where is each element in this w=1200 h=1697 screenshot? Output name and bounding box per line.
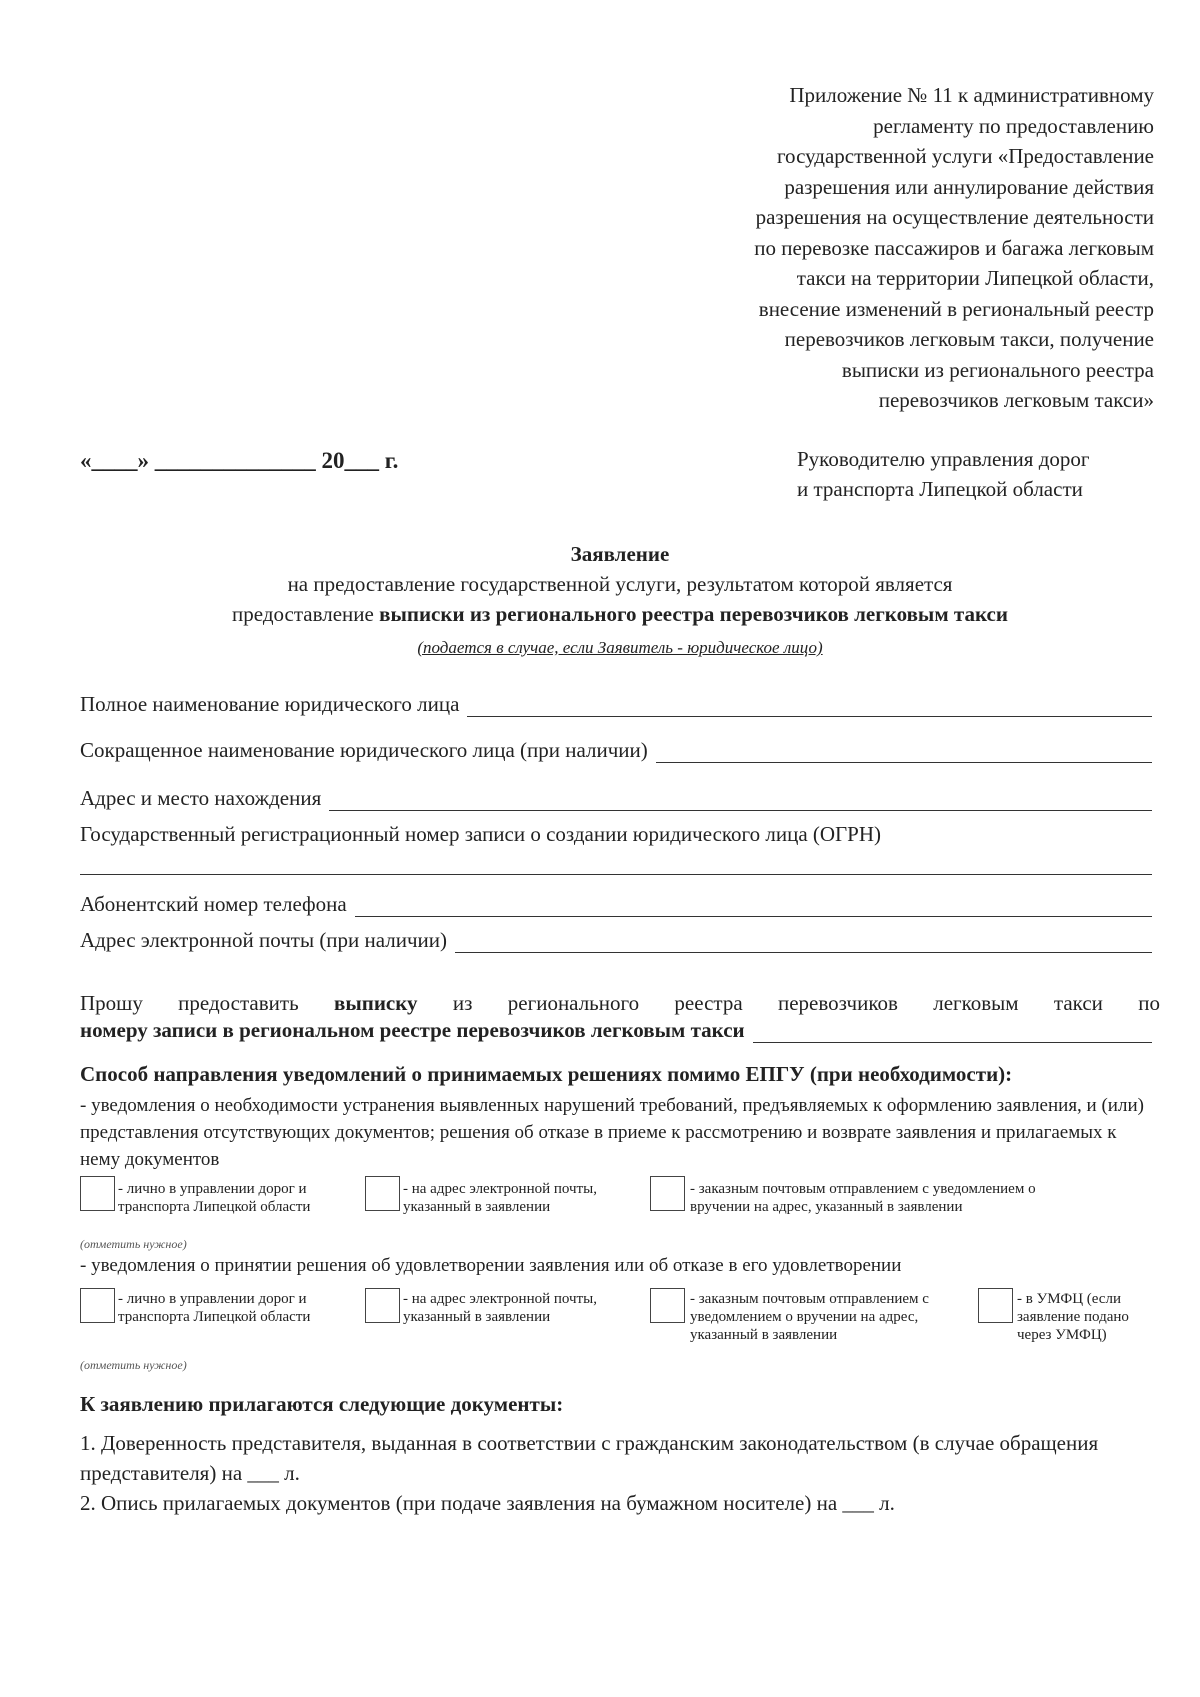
option-label	[118, 1180, 310, 1216]
phone-field[interactable]	[80, 892, 1152, 917]
option-label	[403, 1180, 597, 1216]
option-label	[690, 1180, 1036, 1216]
appendix-line: внесение изменений в региональный реестр	[758, 296, 1154, 321]
option-line: вручении на адрес, указанный в заявлении	[690, 1199, 963, 1215]
addressee-line: Руководителю управления дорог	[797, 447, 1090, 471]
subtitle-normal: предоставление	[232, 602, 380, 626]
option-label	[118, 1290, 310, 1326]
document-subtitle-2	[60, 602, 1180, 627]
full-name-blank[interactable]	[467, 696, 1152, 717]
notify-heading: Способ направления уведомлений о принимаемых решениях помимо ЕПГУ (при необходимости):	[80, 1062, 1013, 1086]
option-label	[403, 1290, 597, 1326]
option-checkbox[interactable]	[365, 1288, 400, 1323]
appendix-header	[634, 80, 1154, 416]
option-line: транспорта Липецкой области	[118, 1309, 311, 1325]
option-line: - лично в управлении дорог и	[118, 1291, 307, 1307]
request-text-a: Прошу предоставить	[80, 991, 334, 1015]
appendix-line: такси на территории Липецкой области,	[796, 266, 1154, 290]
mark-hint: (отметить нужное)	[80, 1358, 187, 1372]
phone-blank[interactable]	[355, 896, 1152, 917]
option-line: указанный в заявлении	[403, 1199, 551, 1215]
option-checkbox[interactable]	[978, 1288, 1013, 1323]
document-subtitle: на предоставление государственной услуги, результатом которой является	[287, 572, 953, 596]
appendix-line: разрешения на осуществление деятельности	[755, 205, 1154, 229]
option-line: - лично в управлении дорог и	[118, 1181, 307, 1197]
option-checkbox[interactable]	[80, 1288, 115, 1323]
document-title: Заявление	[570, 542, 670, 566]
option-line: - на адрес электронной почты,	[403, 1181, 597, 1197]
notify-group2-text: - уведомления о принятии решения об удовлетворении заявления или об отказе в его удовлетворении	[80, 1255, 902, 1276]
option-checkbox[interactable]	[80, 1176, 115, 1211]
date-line[interactable]: «____» ______________ 20___ г.	[80, 448, 399, 473]
full-name-field[interactable]	[80, 692, 1152, 717]
notify-group1-text: - уведомления о необходимости устранения выявленных нарушений требований, предъявляемых к оформлению заявления, и (или) представления отсутствующих документов; решения об отказе в приеме к рассмотрению и возврате заявления и прилагаемых к нему документов	[80, 1095, 1144, 1170]
docs-heading: К заявлению прилагаются следующие документы:	[80, 1392, 564, 1416]
appendix-line: Приложение № 11 к административному	[789, 83, 1154, 107]
option-line: указанный в заявлении	[690, 1327, 838, 1343]
appendix-line: государственной услуги «Предоставление	[776, 144, 1154, 168]
option-line: заявление подано	[1017, 1309, 1129, 1325]
registry-number-blank[interactable]	[753, 1022, 1152, 1043]
email-field[interactable]	[80, 928, 1152, 953]
subtitle-bold: выписки из регионального реестра перевозчиков легковым такси	[379, 602, 1008, 626]
appendix-line: выписки из регионального реестра	[841, 357, 1154, 382]
address-label: Адрес и место нахождения	[80, 786, 322, 810]
address-blank[interactable]	[329, 790, 1152, 811]
short-name-blank[interactable]	[656, 742, 1152, 763]
appendix-line: регламенту по предоставлению	[873, 113, 1154, 138]
option-line: уведомлением о вручении на адрес,	[690, 1309, 919, 1325]
option-line: - заказным почтовым отправлением с	[690, 1291, 929, 1307]
ogrn-blank[interactable]	[80, 874, 1152, 875]
option-line: - в УМФЦ (если	[1017, 1291, 1121, 1307]
option-label	[1017, 1290, 1129, 1344]
registry-number-label: номеру записи в региональном реестре перевозчиков легковым такси	[80, 1018, 745, 1042]
addressee-line: и транспорта Липецкой области	[797, 477, 1083, 501]
doc-item: 1. Доверенность представителя, выданная в соответствии с гражданским законодательством (в случае обращения представителя) на ___ л.	[80, 1431, 1099, 1485]
request-text-bold: выписку	[334, 991, 418, 1015]
appendix-line: по перевозке пассажиров и багажа легковым	[754, 235, 1154, 260]
option-line: - заказным почтовым отправлением с уведомлением о	[690, 1181, 1036, 1197]
appendix-line: перевозчиков легковым такси»	[878, 388, 1154, 412]
option-checkbox[interactable]	[650, 1288, 685, 1323]
full-name-label: Полное наименование юридического лица	[80, 692, 460, 716]
option-checkbox[interactable]	[650, 1176, 685, 1211]
option-line: транспорта Липецкой области	[118, 1199, 311, 1215]
short-name-label: Сокращенное наименование юридического лица (при наличии)	[80, 738, 648, 762]
phone-label: Абонентский номер телефона	[80, 892, 347, 916]
email-label: Адрес электронной почты (при наличии)	[80, 928, 448, 952]
option-line: через УМФЦ)	[1017, 1327, 1107, 1343]
option-line: указанный в заявлении	[403, 1309, 551, 1325]
option-checkbox[interactable]	[365, 1176, 400, 1211]
address-field[interactable]	[80, 786, 1152, 811]
mark-hint: (отметить нужное)	[80, 1237, 187, 1251]
option-line: - на адрес электронной почты,	[403, 1291, 597, 1307]
short-name-field[interactable]	[80, 738, 1152, 763]
option-label	[690, 1290, 929, 1344]
email-blank[interactable]	[455, 932, 1152, 953]
appendix-line: разрешения или аннулирование действия	[784, 174, 1154, 199]
appendix-line: перевозчиков легковым такси, получение	[784, 327, 1154, 351]
doc-item: 2. Опись прилагаемых документов (при подаче заявления на бумажном носителе) на ___ л.	[80, 1491, 895, 1515]
applicant-note: (подается в случае, если Заявитель - юридическое лицо)	[417, 638, 823, 657]
request-text-c: из регионального реестра перевозчиков легковым такси по	[417, 991, 1160, 1015]
registry-number-field[interactable]	[80, 1018, 1152, 1043]
addressee	[797, 444, 1090, 504]
ogrn-label: Государственный регистрационный номер записи о создании юридического лица (ОГРН)	[80, 822, 882, 846]
request-paragraph	[80, 988, 1160, 1019]
